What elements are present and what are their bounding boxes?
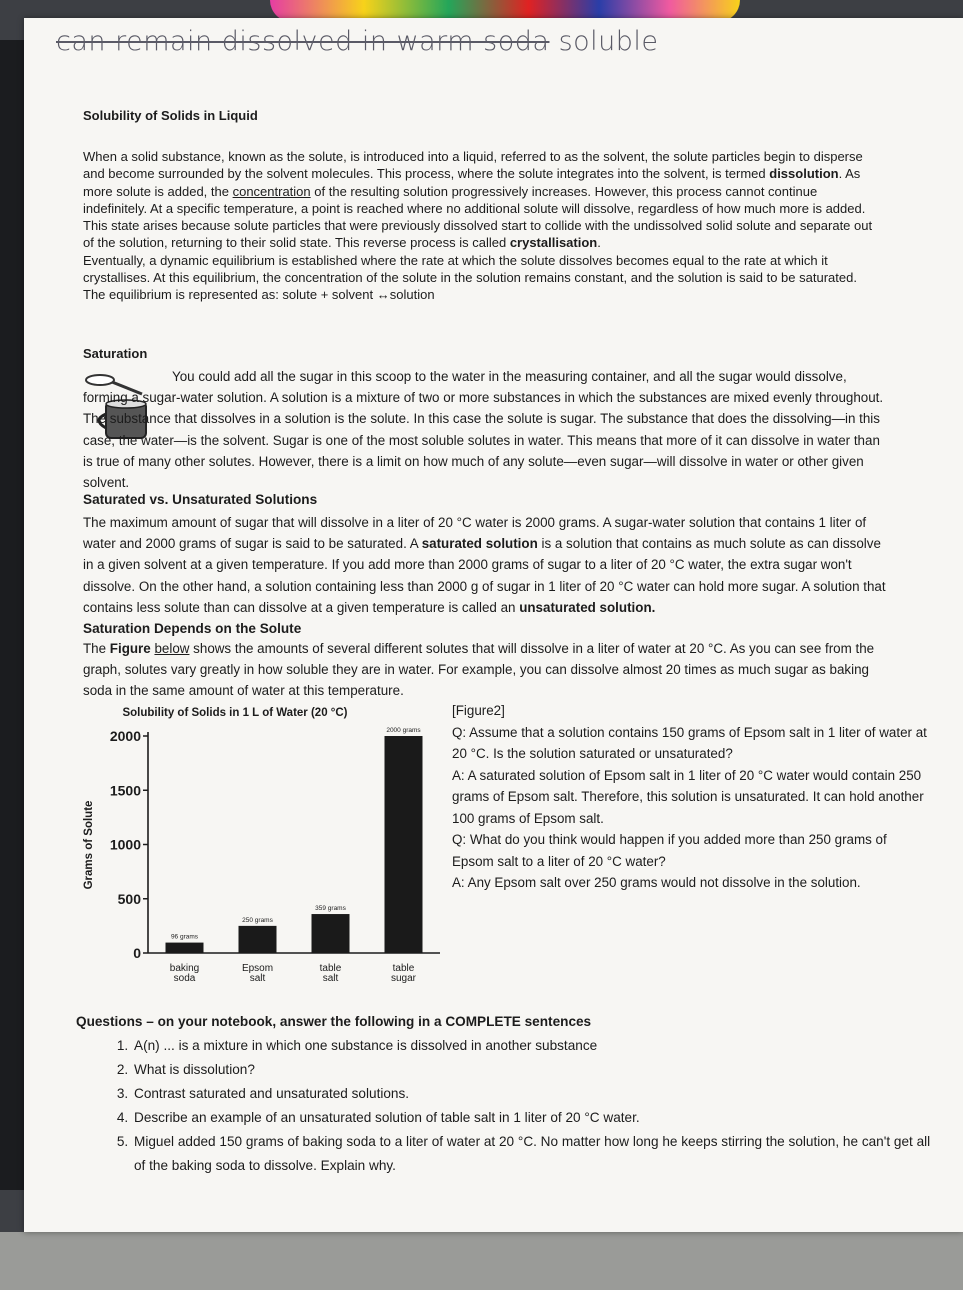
saturated-vs-paragraph: The maximum amount of sugar that will dissolve in a liter of 20 °C water is 2000 grams. A sugar-water solution that contains 1 liter of water and 2000 grams of sugar is said to be saturated. A saturated solution is a solution that contains as much solute as can dissolve in a given solvent at a given temperature. If you add more than 2000 grams of sugar to a liter of 20 °C water, the extra sugar won't dissolve. On the other hand, a solution containing less than 2000 g of sugar in 1 liter of 20 °C water can hold more sugar. A solution that contains less solute than can dissolve at a given temperature is called an unsaturated solution.	[83, 515, 886, 615]
chart-category-label: salt	[322, 973, 339, 984]
chart-bar	[385, 736, 423, 953]
intro-paragraph-1: When a solid substance, known as the solute, is introduced into a liquid, referred to as the solvent, the solute particles begin to disperse and become surrounded by the solvent molecules. This process, where the solute integrates into the solvent, is termed dissolution. As more solute is added, the concentration of the resulting solution progressively increases. However, this process cannot continue indefinitely. At a specific temperature, a point is reached where no additional solute will dissolve, regardless of how much more is added. This state arises because solute particles that were previously dissolved start to collide with the undissolved solid solute and separate out of the solution, returning to their solid state. This reverse process is called crystallisation.	[83, 149, 873, 251]
chart-category-label: soda	[173, 973, 196, 984]
chart-y-tick-label: 1500	[109, 782, 141, 799]
saturation-paragraph: You could add all the sugar in this scoop to the water in the measuring container, and all the sugar would dissolve, forming a sugar-water solution. A solution is a mixture of two or more substances in which the substances are mixed evenly throughout. The substance that dissolves in a solution is the solute. In this case the solute is sugar. The substance that does the dissolving—in this case, the water—is the solvent. Sugar is one of the most soluble solutes in water. This means that more of it can dissolve in water than is true of many other solutes. However, there is a limit on how much of any solute—even sugar—will dissolve in water or other given solvent.	[83, 369, 884, 491]
chart-data-label: 96 grams	[170, 933, 199, 941]
chart-y-tick-label: 2000	[109, 728, 141, 744]
chart-category-label: table	[392, 963, 415, 974]
chart-data-label: 2000 grams	[386, 727, 421, 734]
chart-bar	[312, 914, 350, 953]
chart-y-tick-label: 1000	[109, 836, 141, 853]
chart-y-tick-label: 0	[133, 945, 141, 961]
chart-y-axis-label: Grams of Solute	[83, 800, 95, 890]
chart-y-tick-label: 500	[117, 890, 141, 907]
saturated-vs-heading: Saturated vs. Unsaturated Solutions	[83, 492, 318, 507]
depends-paragraph: The Figure below shows the amounts of several different solutes that will dissolve in a liter of water at 20 °C. As you can see from the graph, solutes vary greatly in how soluble they are in water. For example, you can dissolve almost 20 times as much sugar as baking soda in the same amount of water at this temperature.	[83, 641, 875, 699]
chart-category-label: sugar	[390, 973, 417, 984]
intro-paragraph-2: Eventually, a dynamic equilibrium is established where the rate at which the solute dissolves becomes equal to the rate at which it crystallises. At this equilibrium, the concentration of the solute in the solution remains constant, and the solution is said to be saturated. The equilibrium is represented as: solute + solvent ↔solution	[83, 252, 857, 303]
answer-2: A: Any Epsom salt over 250 grams would not dissolve in the solution.	[452, 875, 861, 890]
chart-bar	[239, 926, 277, 953]
chart-category-label: baking	[169, 963, 200, 974]
qa-section	[452, 700, 932, 894]
solubility-bar-chart	[80, 700, 450, 1000]
chart-category-label: salt	[249, 973, 266, 984]
question-item: 3. Contrast saturated and unsaturated solutions.	[132, 1082, 936, 1106]
chart-bar	[166, 943, 204, 953]
page-title: Solubility of Solids in Liquid	[83, 108, 258, 123]
handwritten-note	[56, 26, 659, 57]
figure-label: [Figure2]	[452, 703, 505, 718]
questions-section	[76, 1010, 936, 1178]
intro-section	[83, 148, 873, 304]
concentration-link[interactable]: concentration	[232, 183, 311, 199]
questions-list	[76, 1034, 936, 1178]
question-1: Q: Assume that a solution contains 150 grams of Epsom salt in 1 liter of water at 20 °C. Is the solution saturated or unsaturated?	[452, 724, 927, 761]
handwriting-soluble: soluble	[558, 26, 659, 57]
chart-data-label: 359 grams	[315, 905, 346, 913]
chart-category-label: Epsom	[241, 963, 274, 974]
depends-heading: Saturation Depends on the Solute	[83, 621, 302, 636]
question-item: 1. A(n) ... is a mixture in which one substance is dissolved in another substance	[132, 1034, 936, 1058]
chart-data-label: 250 grams	[242, 916, 273, 924]
question-item: 5. Miguel added 150 grams of baking soda to a liter of water at 20 °C. No matter how long he keeps stirring the solution, he can't get all of the baking soda to dissolve. Explain why.	[132, 1130, 936, 1178]
figure-below-link[interactable]: below	[154, 641, 190, 656]
question-item: 4. Describe an example of an unsaturated solution of table salt in 1 liter of 20 °C water.	[132, 1106, 936, 1130]
chart-category-label: table	[319, 963, 342, 974]
questions-heading: Questions – on your notebook, answer the following in a COMPLETE sentences	[76, 1014, 592, 1029]
question-2: Q: What do you think would happen if you added more than 250 grams of Epsom salt to a liter of 20 °C water?	[452, 832, 887, 869]
solubility-chart	[80, 700, 450, 1000]
question-item: 2. What is dissolution?	[132, 1058, 936, 1082]
chart-title: Solubility of Solids in 1 L of Water (20 °C)	[122, 707, 348, 719]
struck-handwriting: can remain dissolved in warm soda	[56, 26, 550, 57]
saturation-heading: Saturation	[83, 346, 148, 361]
answer-1: A: A saturated solution of Epsom salt in 1 liter of 20 °C water would contain 250 grams of Epsom salt. Therefore, this solution is unsaturated. It can hold another 100 grams of Epsom salt.	[452, 767, 924, 826]
